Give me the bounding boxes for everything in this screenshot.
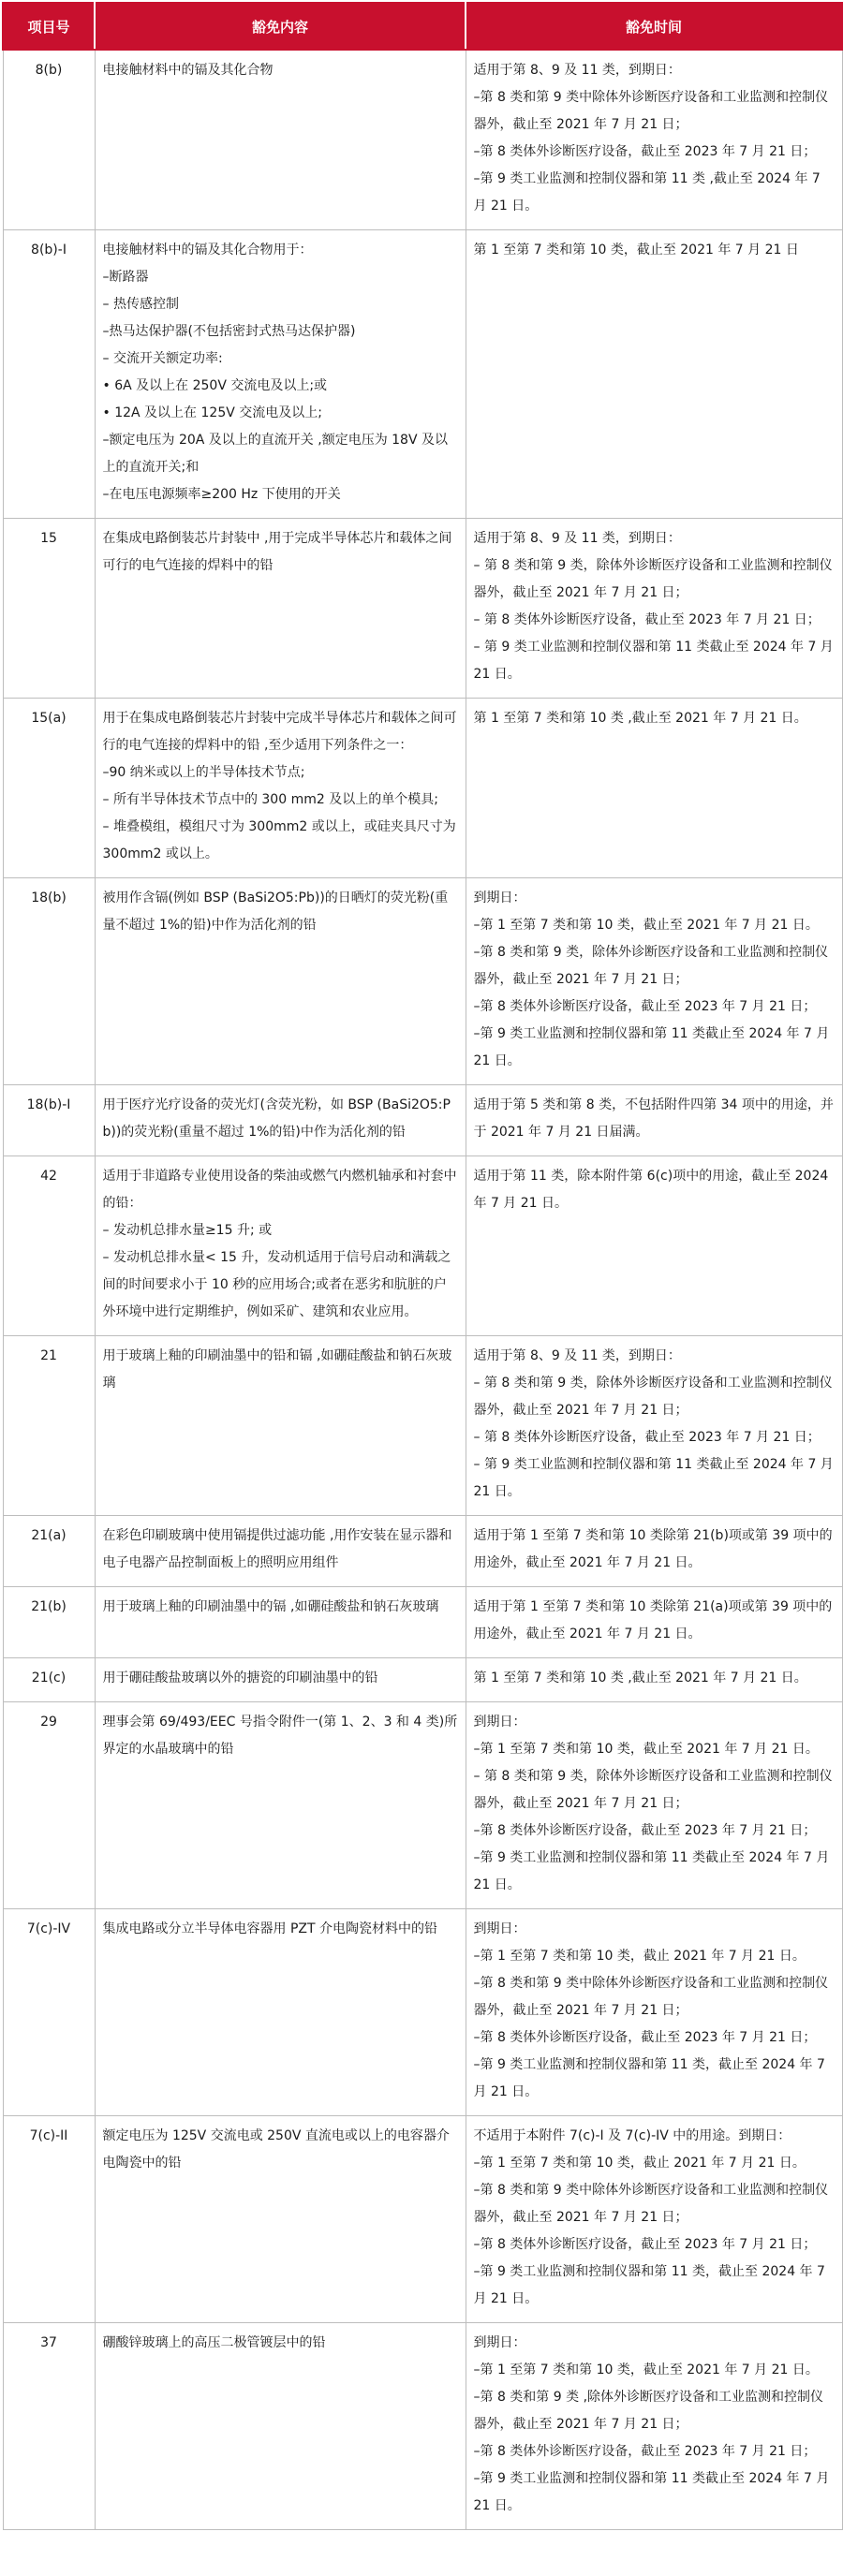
content-line: –额定电压为 20A 及以上的直流开关 ,额定电压为 18V 及以上的直流开关;和 [102,433,448,475]
table-row [3,878,842,1085]
exemption-content-cell [95,519,466,699]
content-line: –在电压电源频率≥200 Hz 下使用的开关 [102,487,341,502]
table-row [3,699,842,878]
content-line: • 6A 及以上在 250V 交流电及以上;或 [102,378,328,393]
exemption-time-cell [466,519,842,699]
time-line: –第 8 类体外诊断医疗设备，截止至 2023 年 7 月 21 日； [473,1823,817,1838]
item-number-cell: 29 [3,1702,95,1909]
time-line: –第 8 类体外诊断医疗设备，截止至 2023 年 7 月 21 日； [473,2030,817,2045]
table-row [3,1156,842,1336]
header-item-number: 项目号 [3,3,95,50]
exemption-time-cell [466,1336,842,1516]
exemption-content-cell [95,1516,466,1587]
item-number-cell: 18(b) [3,878,95,1085]
content-line: –90 纳米或以上的半导体技术节点; [102,765,305,780]
time-line: –第 1 至第 7 类和第 10 类，截止至 2021 年 7 月 21 日。 [473,918,819,933]
table-header [3,3,842,50]
content-line: 电接触材料中的镉及其化合物 [102,63,274,78]
header-row [3,3,842,50]
table-row [3,230,842,519]
item-number-cell: 37 [3,2323,95,2530]
time-line: –第 8 类体外诊断医疗设备，截止至 2023 年 7 月 21 日； [473,2444,817,2459]
content-line: 额定电压为 125V 交流电或 250V 直流电或以上的电容器介电陶瓷中的铅 [102,2128,450,2171]
item-number-cell: 7(c)-IV [3,1909,95,2116]
time-line: –第 9 类工业监测和控制仪器和第 11 类，截止至 2024 年 7 月 21 日。 [473,2057,825,2099]
table-row [3,1336,842,1516]
exemption-content-cell [95,2323,466,2530]
time-line: –第 8 类和第 9 类中除体外诊断医疗设备和工业监测和控制仪器外，截止至 2021 年 7 月 21 日； [473,2183,829,2225]
item-number-cell: 15(a) [3,699,95,878]
header-exemption-content: 豁免内容 [95,3,466,50]
item-number-cell: 15 [3,519,95,699]
exemption-time-cell [466,230,842,519]
time-line: 适用于第 11 类，除本附件第 6(c)项中的用途，截止至 2024 年 7 月 21 日。 [473,1169,829,1211]
time-line: –第 8 类和第 9 类，除体外诊断医疗设备和工业监测和控制仪器外，截止至 2021 年 7 月 21 日； [473,945,829,987]
exemption-time-cell [466,50,842,230]
exemption-content-cell [95,699,466,878]
content-line: – 发动机总排水量< 15 升，发动机适用于信号启动和满载之间的时间要求小于 10 秒的应用场合;或者在恶劣和肮脏的户外环境中进行定期维护，例如采矿、建筑和农业应用。 [102,1250,451,1319]
item-number-cell: 8(b) [3,50,95,230]
content-line: – 所有半导体技术节点中的 300 mm2 及以上的单个模具; [102,792,438,807]
time-line: –第 8 类体外诊断医疗设备，截止至 2023 年 7 月 21 日； [473,144,817,159]
table-row [3,1516,842,1587]
time-line: 适用于第 1 至第 7 类和第 10 类除第 21(b)项或第 39 项中的用途外，截止至 2021 年 7 月 21 日。 [473,1528,833,1570]
content-line: 用于玻璃上釉的印刷油墨中的铅和镉 ,如硼硅酸盐和钠石灰玻璃 [102,1348,452,1391]
table-row [3,2116,842,2323]
table-row [3,1587,842,1658]
item-number-cell: 21(a) [3,1516,95,1587]
item-number-cell: 21(b) [3,1587,95,1658]
time-line: –第 1 至第 7 类和第 10 类，截止 2021 年 7 月 21 日。 [473,2156,806,2171]
item-number-cell: 7(c)-II [3,2116,95,2323]
content-line: – 热传感控制 [102,297,179,312]
time-line: 第 1 至第 7 类和第 10 类 ,截止至 2021 年 7 月 21 日。 [473,711,807,726]
content-line: –热马达保护器(不包括密封式热马达保护器) [102,324,356,339]
exemption-time-cell [466,1909,842,2116]
time-line: –第 8 类和第 9 类中除体外诊断医疗设备和工业监测和控制仪器外，截止至 2021 年 7 月 21 日； [473,90,829,132]
time-line: –第 8 类体外诊断医疗设备，截止至 2023 年 7 月 21 日； [473,999,817,1014]
exemption-time-cell [466,1702,842,1909]
exemption-time-cell [466,2323,842,2530]
exemption-time-cell [466,1658,842,1702]
content-line: – 发动机总排水量≥15 升; 或 [102,1223,273,1238]
item-number-cell: 21(c) [3,1658,95,1702]
exemption-content-cell [95,1702,466,1909]
time-line: – 第 8 类和第 9 类，除体外诊断医疗设备和工业监测和控制仪器外，截止至 2021 年 7 月 21 日； [473,1376,833,1418]
exemption-content-cell [95,1587,466,1658]
time-line: –第 8 类和第 9 类中除体外诊断医疗设备和工业监测和控制仪器外，截止至 2021 年 7 月 21 日； [473,1976,829,2018]
exemption-time-cell [466,878,842,1085]
table-row [3,519,842,699]
time-line: –第 1 至第 7 类和第 10 类，截止至 2021 年 7 月 21 日。 [473,2363,819,2377]
time-line: 适用于第 1 至第 7 类和第 10 类除第 21(a)项或第 39 项中的用途外，截止至 2021 年 7 月 21 日。 [473,1599,833,1641]
exemption-table [2,2,843,2530]
exemption-time-cell [466,1156,842,1336]
time-line: –第 1 至第 7 类和第 10 类，截止至 2021 年 7 月 21 日。 [473,1742,819,1757]
content-line: 理事会第 69/493/EEC 号指令附件一(第 1、2、3 和 4 类)所界定的水晶玻璃中的铅 [102,1715,458,1757]
content-line: 被用作含镉(例如 BSP (BaSi2O5:Pb))的日晒灯的荧光粉(重量不超过 1%的铅)中作为活化剂的铅 [102,891,449,933]
time-line: – 第 8 类和第 9 类，除体外诊断医疗设备和工业监测和控制仪器外，截止至 2021 年 7 月 21 日； [473,1769,833,1811]
table-row [3,1702,842,1909]
content-line: 硼酸锌玻璃上的高压二极管镀层中的铅 [102,2335,326,2350]
exemption-content-cell [95,50,466,230]
table-row [3,1658,842,1702]
time-line: – 第 8 类和第 9 类，除体外诊断医疗设备和工业监测和控制仪器外，截止至 2021 年 7 月 21 日； [473,558,833,600]
exemption-content-cell [95,1909,466,2116]
time-line: –第 8 类体外诊断医疗设备，截止至 2023 年 7 月 21 日； [473,2237,817,2252]
content-line: 在集成电路倒装芯片封装中 ,用于完成半导体芯片和载体之间可行的电气连接的焊料中的铅 [102,531,452,573]
content-line: 用于玻璃上釉的印刷油墨中的镉 ,如硼硅酸盐和钠石灰玻璃 [102,1599,439,1614]
content-line: 用于硼硅酸盐玻璃以外的搪瓷的印刷油墨中的铅 [102,1671,378,1685]
exemption-time-cell [466,1085,842,1156]
time-line: –第 8 类和第 9 类 ,除体外诊断医疗设备和工业监测和控制仪器外，截止至 2021 年 7 月 21 日； [473,2390,824,2432]
exemption-time-cell [466,1516,842,1587]
time-line: 适用于第 8、9 及 11 类，到期日： [473,1348,681,1363]
exemption-content-cell [95,230,466,519]
time-line: 到期日： [473,891,526,905]
content-line: 在彩色印刷玻璃中使用镉提供过滤功能 ,用作安装在显示器和电子电器产品控制面板上的照明应用组件 [102,1528,452,1570]
content-line: 电接触材料中的镉及其化合物用于： [102,243,313,258]
content-line: • 12A 及以上在 125V 交流电及以上; [102,405,322,420]
time-line: 适用于第 8、9 及 11 类，到期日： [473,531,681,546]
table-row [3,50,842,230]
exemption-content-cell [95,1085,466,1156]
time-line: 到期日： [473,1715,526,1730]
time-line: – 第 9 类工业监测和控制仪器和第 11 类截止至 2024 年 7 月 21 日。 [473,640,834,682]
content-line: 用于医疗光疗设备的荧光灯(含荧光粉，如 BSP (BaSi2O5:Pb))的荧光粉(重量不超过 1%的铅)中作为活化剂的铅 [102,1097,451,1140]
exemption-time-cell [466,2116,842,2323]
exemption-time-cell [466,699,842,878]
table-row [3,2323,842,2530]
time-line: 到期日： [473,2335,526,2350]
exemption-content-cell [95,2116,466,2323]
time-line: – 第 8 类体外诊断医疗设备，截止至 2023 年 7 月 21 日； [473,612,821,627]
table-body [3,50,842,2530]
time-line: 第 1 至第 7 类和第 10 类 ,截止至 2021 年 7 月 21 日。 [473,1671,807,1685]
time-line: 第 1 至第 7 类和第 10 类，截止至 2021 年 7 月 21 日 [473,243,799,258]
time-line: –第 9 类工业监测和控制仪器和第 11 类截止至 2024 年 7 月 21 日。 [473,1850,830,1892]
exemption-content-cell [95,1156,466,1336]
time-line: –第 9 类工业监测和控制仪器和第 11 类截止至 2024 年 7 月 21 日。 [473,1026,830,1068]
time-line: 适用于第 5 类和第 8 类，不包括附件四第 34 项中的用途，并于 2021 年 7 月 21 日届满。 [473,1097,834,1140]
time-line: –第 9 类工业监测和控制仪器和第 11 类 ,截止至 2024 年 7 月 21 日。 [473,171,821,213]
exemption-time-cell [466,1587,842,1658]
document-page [0,2,843,2576]
time-line: 适用于第 8、9 及 11 类，到期日： [473,63,681,78]
item-number-cell: 42 [3,1156,95,1336]
table-row [3,1085,842,1156]
time-line: – 第 9 类工业监测和控制仪器和第 11 类截止至 2024 年 7 月 21 日。 [473,1457,834,1499]
table-row [3,1909,842,2116]
time-line: 不适用于本附件 7(c)-I 及 7(c)-IV 中的用途。到期日： [473,2128,791,2143]
header-exemption-time: 豁免时间 [466,3,842,50]
item-number-cell: 18(b)-I [3,1085,95,1156]
exemption-content-cell [95,1336,466,1516]
exemption-content-cell [95,1658,466,1702]
time-line: –第 9 类工业监测和控制仪器和第 11 类，截止至 2024 年 7 月 21 日。 [473,2264,825,2306]
item-number-cell: 21 [3,1336,95,1516]
exemption-content-cell [95,878,466,1085]
time-line: –第 9 类工业监测和控制仪器和第 11 类截止至 2024 年 7 月 21 日。 [473,2471,830,2513]
content-line: 适用于非道路专业使用设备的柴油或燃气内燃机轴承和衬套中的铅： [102,1169,457,1211]
content-line: – 交流开关额定功率: [102,351,223,366]
content-line: 集成电路或分立半导体电容器用 PZT 介电陶瓷材料中的铅 [102,1921,437,1936]
time-line: – 第 8 类体外诊断医疗设备，截止至 2023 年 7 月 21 日； [473,1430,821,1445]
content-line: – 堆叠模组，模组尺寸为 300mm2 或以上，或硅夹具尺寸为 300mm2 或以上。 [102,819,456,861]
time-line: –第 1 至第 7 类和第 10 类，截止 2021 年 7 月 21 日。 [473,1949,806,1964]
time-line: 到期日： [473,1921,526,1936]
content-line: –断路器 [102,270,149,285]
item-number-cell: 8(b)-I [3,230,95,519]
content-line: 用于在集成电路倒装芯片封装中完成半导体芯片和载体之间可行的电气连接的焊料中的铅 ,至少适用下列条件之一： [102,711,457,753]
